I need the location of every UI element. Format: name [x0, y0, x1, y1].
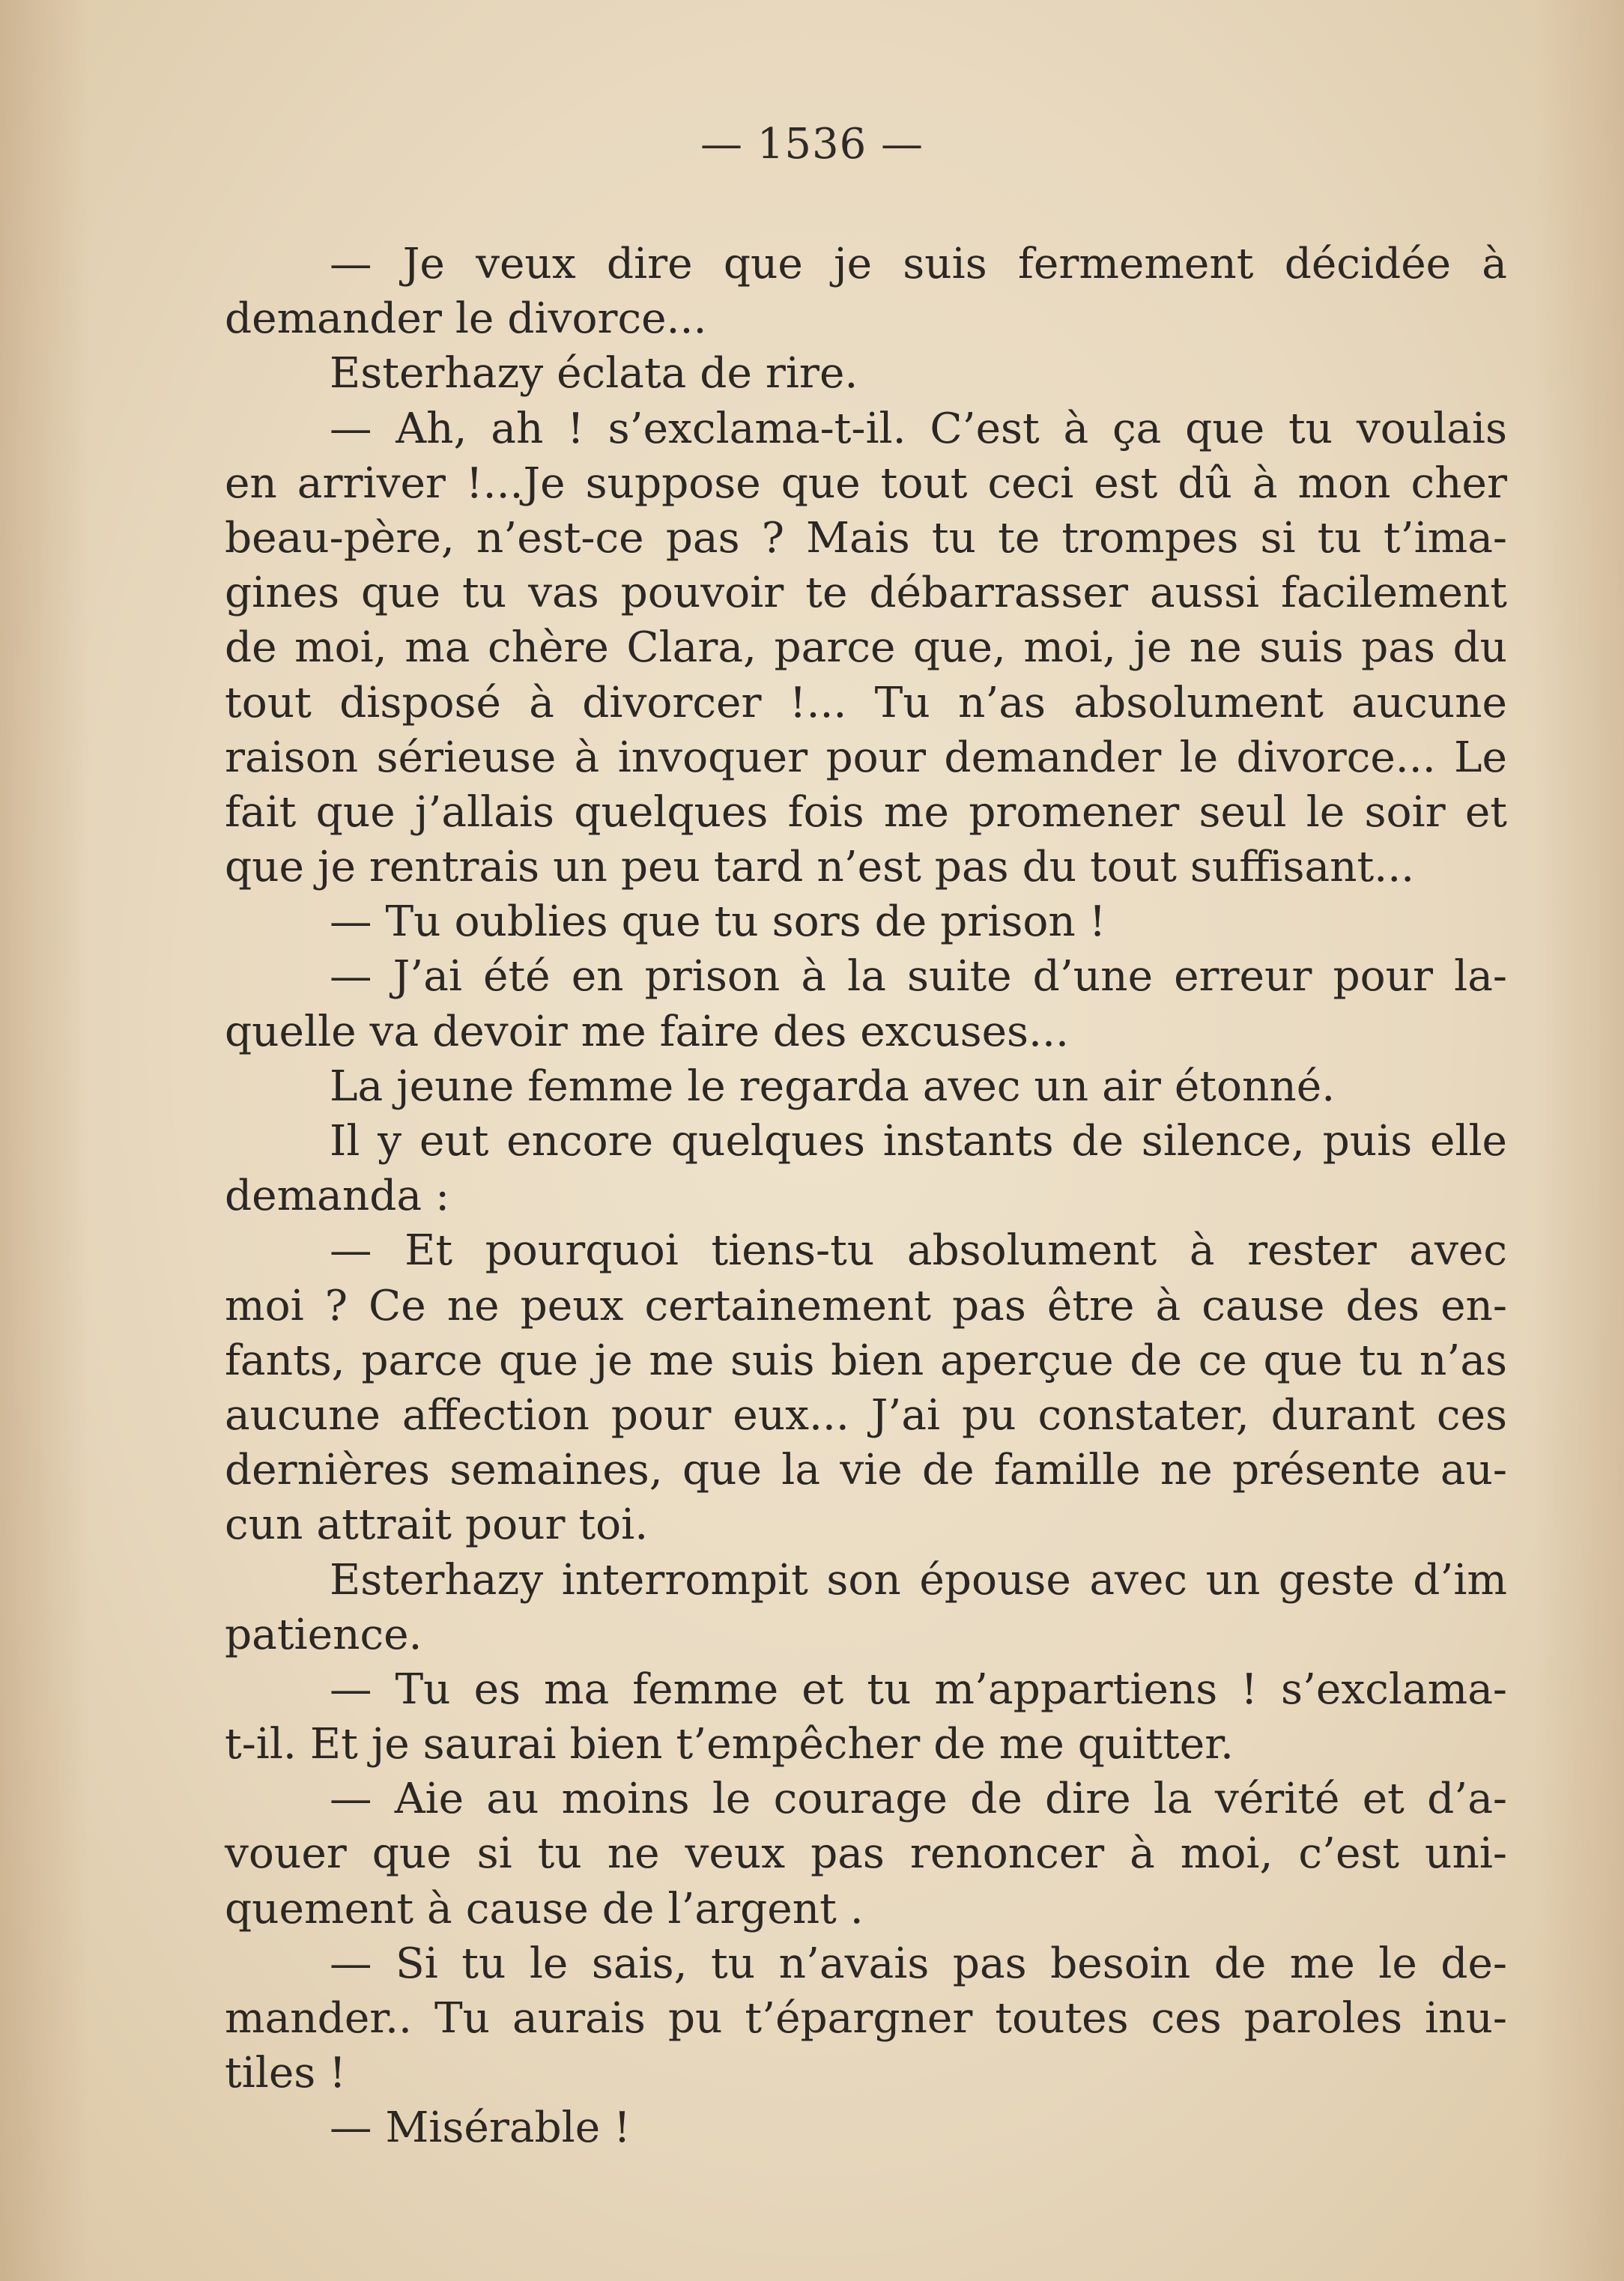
right-edge-stain	[1534, 0, 1624, 2281]
text-line: — Je veux dire que je suis fermement décidée à	[330, 240, 1507, 288]
text-line: cun attrait pour toi.	[225, 1500, 649, 1550]
text-line: — Si tu le sais, tu n’avais pas besoin de me le de-	[330, 1939, 1507, 1988]
text-line: patience.	[225, 1610, 422, 1659]
page-number: — 1536 —	[700, 120, 924, 169]
text-line: — Et pourquoi tiens-tu absolument à rester avec	[330, 1226, 1507, 1276]
text-line: raison sérieuse à invoquer pour demander le divorce... Le	[225, 733, 1507, 782]
text-line: — Aie au moins le courage de dire la vérité et d’a-	[330, 1775, 1507, 1824]
text-line: demander le divorce...	[225, 294, 707, 344]
text-line: — J’ai été en prison à la suite d’une erreur pour la-	[330, 952, 1507, 1002]
text-line: moi ? Ce ne peux certainement pas être à cause des en-	[225, 1281, 1507, 1330]
text-line: — Tu oublies que tu sors de prison !	[330, 897, 1106, 947]
text-line: en arriver !...Je suppose que tout ceci est dû à mon cher	[225, 458, 1507, 508]
text-line: demanda :	[225, 1172, 450, 1221]
text-line: quelle va devoir me faire des excuses...	[225, 1007, 1069, 1056]
text-line: fait que j’allais quelques fois me promener seul le soir et	[225, 787, 1507, 837]
body-text	[225, 237, 1507, 2156]
text-line: t-il. Et je saurai bien t’empêcher de me quitter.	[225, 1720, 1234, 1769]
text-line: mander.. Tu aurais pu t’épargner toutes ces paroles inu-	[225, 1994, 1507, 2043]
text-line: fants, parce que je me suis bien aperçue de ce que tu n’as	[225, 1336, 1507, 1385]
text-line: gines que tu vas pouvoir te débarrasser aussi facilement	[225, 569, 1507, 618]
text-line: Esterhazy interrompit son épouse avec un geste d’im	[330, 1555, 1507, 1605]
text-line: que je rentrais un peu tard n’est pas du tout suffisant...	[225, 843, 1415, 892]
text-line: La jeune femme le regarda avec un air étonné.	[330, 1061, 1336, 1111]
left-edge-stain	[0, 0, 90, 2281]
text-line: de moi, ma chère Clara, parce que, moi, je ne suis pas du	[225, 623, 1507, 673]
text-line: quement à cause de l’argent .	[225, 1884, 864, 1933]
text-line: dernières semaines, que la vie de famille ne présente au-	[225, 1446, 1507, 1495]
text-line: — Misérable !	[330, 2103, 631, 2153]
text-line: — Ah, ah ! s’exclama-t-il. C’est à ça que tu voulais	[330, 404, 1507, 453]
text-line: tiles !	[225, 2049, 346, 2098]
text-line: Esterhazy éclata de rire.	[330, 349, 858, 399]
text-line: beau-père, n’est-ce pas ? Mais tu te trompes si tu t’ima-	[225, 513, 1507, 563]
text-line: aucune affection pour eux... J’ai pu constater, durant ces	[225, 1390, 1507, 1440]
text-line: Il y eut encore quelques instants de silence, puis elle	[330, 1117, 1507, 1166]
text-line: — Tu es ma femme et tu m’appartiens ! s’exclama-	[330, 1664, 1507, 1714]
text-line: tout disposé à divorcer !... Tu n’as absolument aucune	[225, 678, 1507, 727]
text-line: vouer que si tu ne veux pas renoncer à moi, c’est uni-	[225, 1829, 1507, 1879]
